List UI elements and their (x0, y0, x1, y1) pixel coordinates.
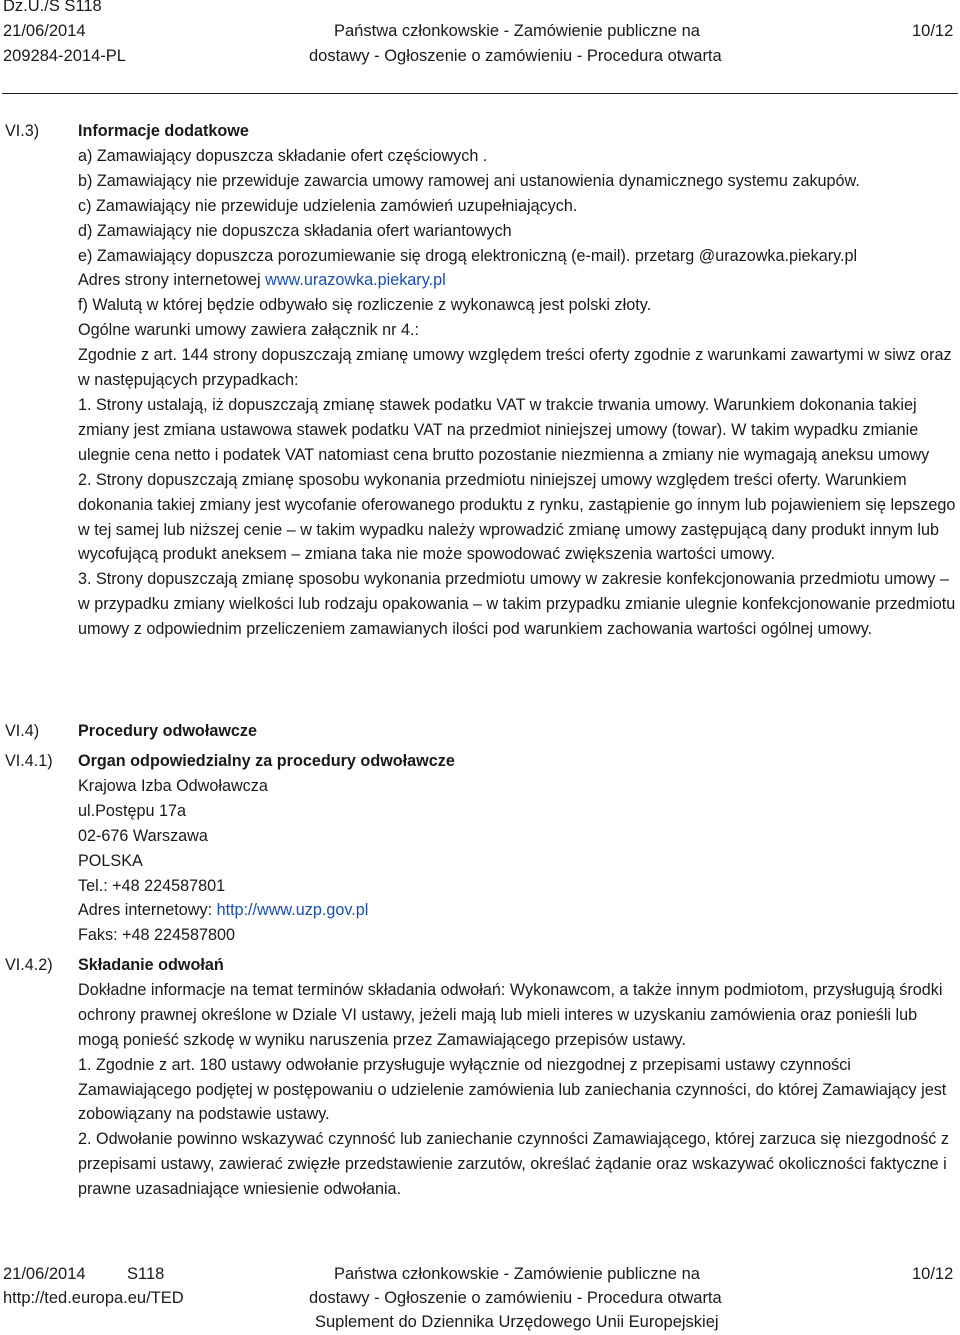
page-footer (0, 1262, 960, 1334)
review-body-city: 02-676 Warszawa (78, 826, 208, 845)
info-line-a: a) Zamawiający dopuszcza składanie ofert częściowych . (78, 146, 488, 165)
header-page-number: 10/12 (912, 22, 954, 40)
header-title-line-1: Państwa członkowskie - Zamówienie publiczne na (334, 22, 700, 40)
info-line-terms: Ogólne warunki umowy zawiera załącznik nr 4.: (78, 321, 419, 340)
header-divider (2, 93, 958, 94)
section-number-vi42: VI.4.2) (5, 956, 53, 974)
appeal-point-2: 2. Odwołanie powinno wskazywać czynność lub zaniechanie czynności Zamawiającego, której zarzuca się niezgodność z przepisami ustawy, zawierać zwięzłe przedstawienie zarzutów, określać żądanie oraz wskazywać okoliczności faktyczne i prawne uzasadniające wniesienie odwołania. (78, 1130, 949, 1199)
website-line (78, 268, 958, 293)
footer-supplement: Suplement do Dziennika Urzędowego Unii Europejskiej (315, 1313, 719, 1331)
review-body-street: ul.Postępu 17a (78, 801, 187, 820)
section-vi41 (78, 749, 958, 948)
footer-page-number: 10/12 (912, 1265, 954, 1283)
section-vi42 (78, 953, 958, 1202)
amendment-point-2: 2. Strony dopuszczają zmianę sposobu wykonania przedmiotu niniejszej umowy względem treści oferty. Warunkiem dokonania takiej zmiany jest wycofanie oferowanego produktu z rynku, zastąpienie go innym lub pojawieniem się lepszego w tej samej lub niższej cenie – w takim wypadku należy wprowadzić zmianę umowy zastępującą dany produkt innym lub wycofującą produkt aneksem – zmiana taka nie może spowodować zwiększenia wartości umowy. (78, 470, 956, 564)
footer-url[interactable]: http://ted.europa.eu/TED (3, 1289, 184, 1307)
section-title-vi42: Składanie odwołań (78, 956, 224, 974)
website-link[interactable]: www.urazowka.piekary.pl (265, 271, 446, 290)
section-title-vi3: Informacje dodatkowe (78, 122, 249, 140)
website-label: Adres strony internetowej (78, 271, 266, 290)
info-line-e: e) Zamawiający dopuszcza porozumiewanie się drogą elektroniczną (e-mail). przetarg @urazowka.piekary.pl (78, 246, 858, 265)
info-line-c: c) Zamawiający nie przewiduje udzielenia zamówień uzupełniających. (78, 196, 578, 215)
review-body-name: Krajowa Izba Odwoławcza (78, 776, 268, 795)
review-body-web-link[interactable]: http://www.uzp.gov.pl (216, 901, 369, 920)
footer-issue: S118 (127, 1265, 165, 1283)
review-body-fax: Faks: +48 224587800 (78, 926, 236, 945)
review-body-web-line (78, 898, 958, 923)
review-body-phone: Tel.: +48 224587801 (78, 876, 226, 895)
footer-title-line-1: Państwa członkowskie - Zamówienie publiczne na (334, 1265, 700, 1283)
section-title-vi4: Procedury odwoławcze (78, 722, 258, 740)
review-body-web-label: Adres internetowy: (78, 901, 217, 920)
review-body-country: POLSKA (78, 851, 143, 870)
section-number-vi41: VI.4.1) (5, 752, 53, 770)
appeal-point-1: 1. Zgodnie z art. 180 ustawy odwołanie przysługuje wyłącznie od niezgodnej z przepisami ustawy czynności Zamawiającego podjętej w postępowaniu o udzielenie zamówienia lub zaniechania czynności, do której Zamawiający jest zobowiązany na podstawie ustawy. (78, 1055, 947, 1124)
header-date: 21/06/2014 (3, 22, 86, 40)
amendment-intro: Zgodnie z art. 144 strony dopuszczają zmianę umowy względem treści oferty zgodnie z warunkami zawartymi w siwz oraz w następujących przypadkach: (78, 346, 952, 390)
info-line-d: d) Zamawiający nie dopuszcza składania ofert wariantowych (78, 221, 512, 240)
journal-ref: Dz.U./S S118 (3, 0, 102, 15)
appeal-details: Dokładne informacje na temat terminów składania odwołań: Wykonawcom, a także innym podmiotom, przysługują środki ochrony prawnej określone w Dziale VI ustawy, jeżeli mają lub mieli interes w uzyskaniu zamówienia oraz ponieśli lub mogą ponieść szkodę w wyniku naruszenia przez Zamawiającego przepisów ustawy. (78, 980, 943, 1049)
page-header (0, 0, 960, 68)
section-number-vi3: VI.3) (5, 122, 40, 140)
section-vi4 (78, 719, 958, 744)
section-number-vi4: VI.4) (5, 722, 40, 740)
section-title-vi41: Organ odpowiedzialny za procedury odwoławcze (78, 752, 455, 770)
section-vi3 (78, 119, 958, 642)
amendment-point-1: 1. Strony ustalają, iż dopuszczają zmianę stawek podatku VAT w trakcie trwania umowy. Warunkiem dokonania takiej zmiany jest zmiana ustawowa stawek podatku VAT na przedmiot niniejszej umowy (towar). W takim wypadku zmianie ulegnie cena netto i podatek VAT natomiast cena brutto pozostanie niezmienna a zmiany nie wymagają aneksu umowy (78, 395, 930, 464)
footer-title-line-2: dostawy - Ogłoszenie o zamówieniu - Procedura otwarta (309, 1289, 722, 1307)
header-title-line-2: dostawy - Ogłoszenie o zamówieniu - Procedura otwarta (309, 47, 722, 65)
footer-date: 21/06/2014 (3, 1265, 86, 1283)
info-line-b: b) Zamawiający nie przewiduje zawarcia umowy ramowej ani ustanowienia dynamicznego systemu zakupów. (78, 171, 860, 190)
notice-number: 209284-2014-PL (3, 47, 126, 65)
info-line-f: f) Walutą w której będzie odbywało się rozliczenie z wykonawcą jest polski złoty. (78, 296, 652, 315)
amendment-point-3: 3. Strony dopuszczają zmianę sposobu wykonania przedmiotu umowy w zakresie konfekcjonowania przedmiotu umowy – w przypadku zmiany wielkości lub rodzaju opakowania – w takim przypadku zmianie ulegnie konfekcjonowanie przedmiotu umowy z odpowiednim przeliczeniem zamawianych ilości pod warunkiem zachowania wartości ogólnej umowy. (78, 570, 956, 639)
